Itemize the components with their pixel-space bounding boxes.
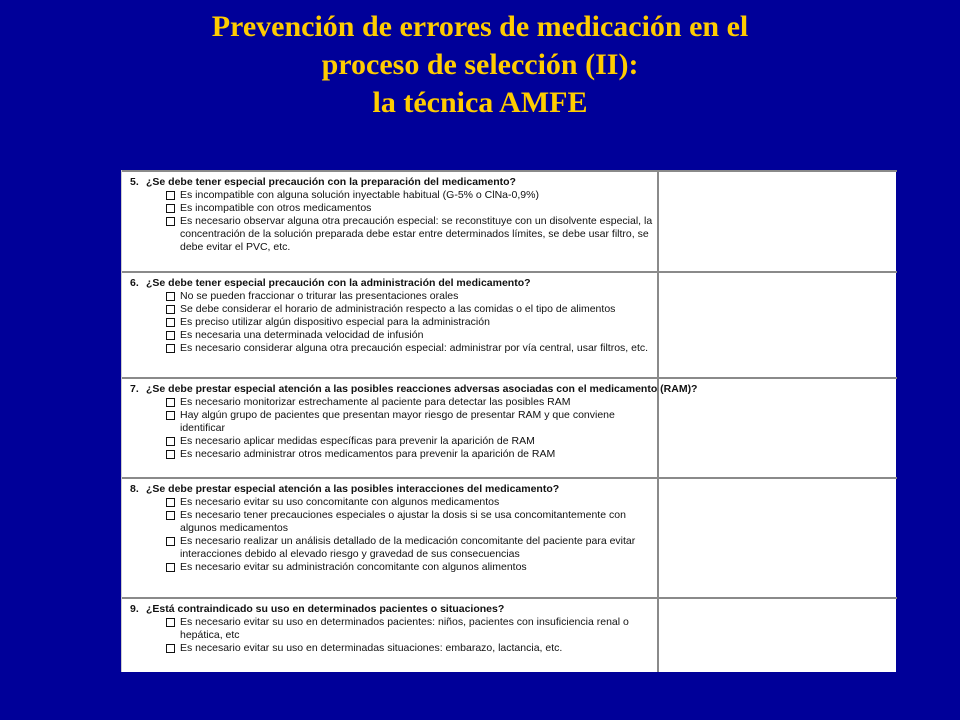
option-label: Es necesario tener precauciones especiales o ajustar la dosis si se usa concomitantemente con algunos medicamentos (180, 509, 626, 534)
checkbox-option (130, 303, 657, 316)
option-label: Es preciso utilizar algún dispositivo especial para la administración (180, 316, 490, 328)
checkbox-option (130, 409, 657, 435)
slide-title (0, 8, 960, 122)
checkbox-option (130, 215, 657, 254)
option-label: Es necesario evitar su uso en determinadas situaciones: embarazo, lactancia, etc. (180, 642, 563, 654)
question-row-5 (122, 170, 897, 273)
checkbox-option (130, 642, 657, 655)
title-line-1: Prevención de errores de medicación en el (211, 10, 749, 43)
option-label: Es necesario evitar su administración concomitante con algunos alimentos (180, 561, 527, 573)
checkbox-icon[interactable] (166, 305, 175, 314)
option-label: Es necesario administrar otros medicamentos para prevenir la aparición de RAM (180, 448, 556, 460)
checkbox-icon[interactable] (166, 331, 175, 340)
question-number: 9. (130, 603, 139, 615)
question-text (130, 383, 698, 396)
checkbox-option (130, 435, 657, 448)
checkbox-option (130, 561, 657, 574)
question-number: 8. (130, 483, 139, 495)
checkbox-option (130, 448, 657, 461)
checkbox-icon[interactable] (166, 537, 175, 546)
question-cell (122, 273, 657, 377)
checkbox-option (130, 202, 657, 215)
option-label: Es necesario evitar su uso concomitante con algunos medicamentos (180, 496, 500, 508)
checkbox-icon[interactable] (166, 204, 175, 213)
checkbox-icon[interactable] (166, 511, 175, 520)
option-label: Es necesario considerar alguna otra precaución especial: administrar por vía central, usar filtros, etc. (180, 342, 649, 354)
option-label: Es necesaria una determinada velocidad de infusión (180, 329, 424, 341)
question-row-7 (122, 379, 897, 479)
checkbox-icon[interactable] (166, 411, 175, 420)
checkbox-icon[interactable] (166, 618, 175, 627)
question-number: 5. (130, 176, 139, 188)
checkbox-icon[interactable] (166, 217, 175, 226)
checkbox-icon[interactable] (166, 344, 175, 353)
checkbox-option (130, 509, 657, 535)
checkbox-option (130, 189, 657, 202)
question-cell (122, 479, 657, 597)
checkbox-option (130, 290, 657, 303)
checkbox-icon[interactable] (166, 450, 175, 459)
answer-cell (657, 479, 897, 597)
title-line-3: la técnica AMFE (372, 86, 588, 119)
question-text (130, 277, 657, 290)
answer-cell (657, 172, 897, 271)
question-text (130, 603, 657, 616)
question-text (130, 176, 657, 189)
checkbox-option (130, 396, 657, 409)
answer-cell (657, 273, 897, 377)
option-label: Es necesario aplicar medidas específicas para prevenir la aparición de RAM (180, 435, 535, 447)
answer-cell (657, 599, 897, 672)
question-label: ¿Está contraindicado su uso en determinados pacientes o situaciones? (146, 603, 505, 615)
answer-cell (657, 379, 897, 477)
question-row-6 (122, 273, 897, 379)
checkbox-option (130, 342, 657, 355)
option-label: No se pueden fraccionar o triturar las presentaciones orales (180, 290, 459, 302)
checkbox-option (130, 316, 657, 329)
question-cell (122, 172, 657, 271)
question-number: 7. (130, 383, 139, 395)
checkbox-icon[interactable] (166, 644, 175, 653)
checkbox-icon[interactable] (166, 437, 175, 446)
checkbox-option (130, 329, 657, 342)
question-number: 6. (130, 277, 139, 289)
checkbox-icon[interactable] (166, 318, 175, 327)
checkbox-option (130, 616, 657, 642)
checkbox-icon[interactable] (166, 563, 175, 572)
question-label: ¿Se debe prestar especial atención a las posibles interacciones del medicamento? (146, 483, 560, 495)
option-label: Es incompatible con alguna solución inyectable habitual (G-5% o ClNa-0,9%) (180, 189, 539, 201)
question-cell (122, 379, 698, 477)
checkbox-option (130, 496, 657, 509)
checkbox-icon[interactable] (166, 191, 175, 200)
question-text (130, 483, 657, 496)
question-cell (122, 599, 657, 672)
checkbox-icon[interactable] (166, 498, 175, 507)
question-label: ¿Se debe prestar especial atención a las posibles reacciones adversas asociadas con el medicamento (RAM)? (146, 383, 698, 395)
question-label: ¿Se debe tener especial precaución con la preparación del medicamento? (146, 176, 516, 188)
question-row-9 (122, 599, 897, 672)
question-row-8 (122, 479, 897, 599)
option-label: Es necesario evitar su uso en determinados pacientes: niños, pacientes con insuficiencia renal o hepática, etc (180, 616, 629, 641)
checkbox-icon[interactable] (166, 292, 175, 301)
option-label: Es incompatible con otros medicamentos (180, 202, 372, 214)
option-label: Es necesario monitorizar estrechamente al paciente para detectar las posibles RAM (180, 396, 571, 408)
option-label: Es necesario realizar un análisis detallado de la medicación concomitante del paciente para evitar interacciones debido al elevado riesgo y gravedad de sus consecuencias (180, 535, 636, 560)
question-label: ¿Se debe tener especial precaución con la administración del medicamento? (146, 277, 531, 289)
checklist-sheet (121, 170, 896, 672)
option-label: Es necesario observar alguna otra precaución especial: se reconstituye con un disolvente especial, la concentración de la solución preparada debe estar entre determinados límites, se debe usar filtro, se debe evitar el PVC, etc. (180, 215, 653, 253)
checkbox-option (130, 535, 657, 561)
option-label: Se debe considerar el horario de administración respecto a las comidas o el tipo de alimentos (180, 303, 616, 315)
title-line-2: proceso de selección (II): (321, 48, 639, 81)
option-label: Hay algún grupo de pacientes que presentan mayor riesgo de presentar RAM y que conviene identificar (180, 409, 615, 434)
checkbox-icon[interactable] (166, 398, 175, 407)
